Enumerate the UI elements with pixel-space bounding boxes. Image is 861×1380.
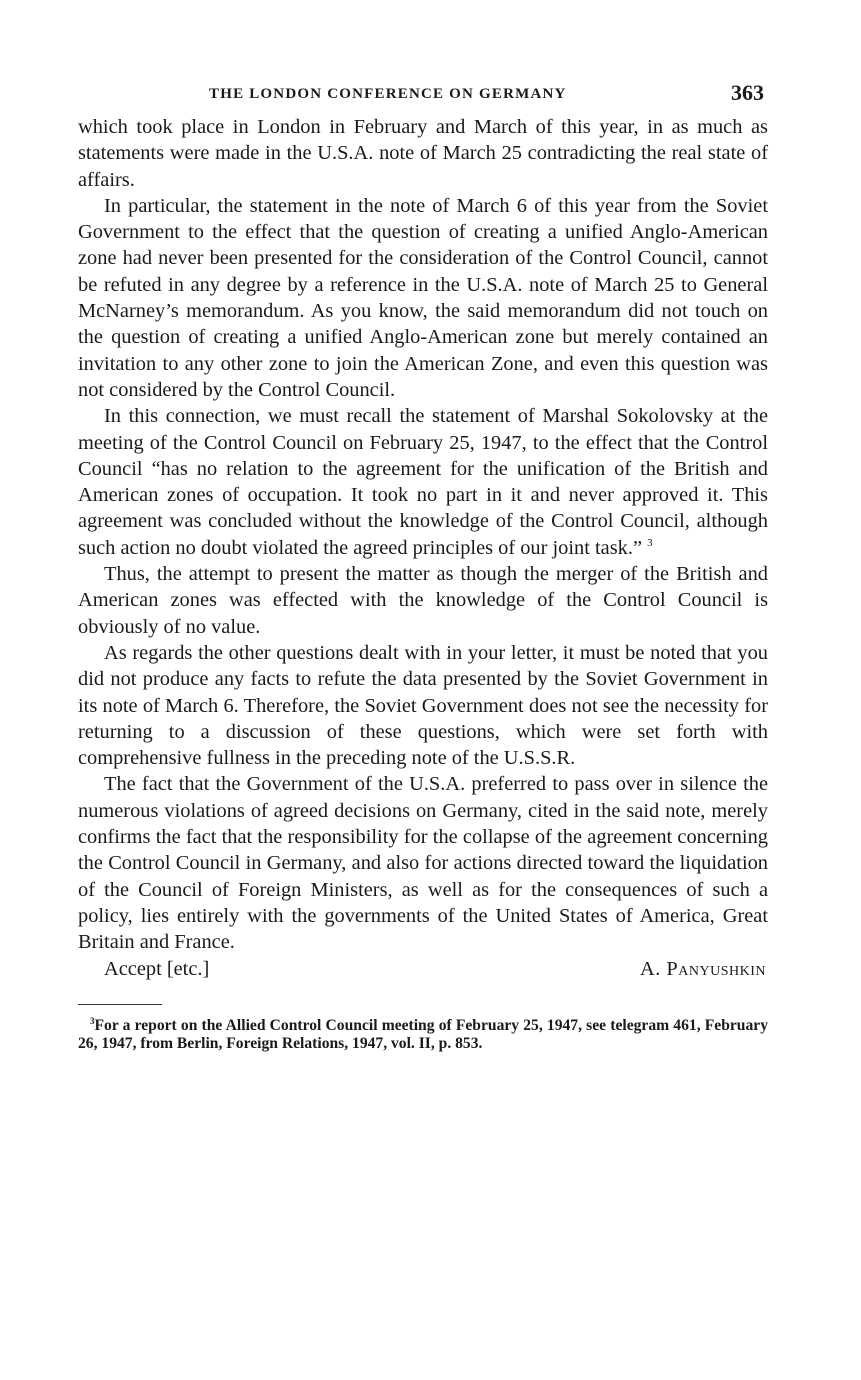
document-page bbox=[78, 78, 768, 1053]
page-number: 363 bbox=[731, 80, 764, 105]
closing-accept: Accept [etc.] bbox=[104, 957, 210, 980]
footnote-divider bbox=[78, 1004, 162, 1005]
paragraph: which took place in London in February and March of this year, in as much as statements were made in the U.S.A. note of March 25 contradicting the real state of affairs. bbox=[78, 116, 768, 191]
footnote-reference: 3 bbox=[647, 536, 653, 549]
paragraph-text: In this connection, we must recall the statement of Marshal Sokolovsky at the meeting of the Control Council on February 25, 1947, to the effect that the Control Council “has no relation to the agreement for the unification of the British and American zones of occupation. It took no part in it and never approved it. This agreement was concluded without the knowledge of the Control Council, although such action no doubt violated the agreed principles of our joint task.” bbox=[78, 405, 768, 559]
running-head: THE LONDON CONFERENCE ON GERMANY bbox=[209, 86, 567, 102]
signature: A. Panyushkin bbox=[640, 957, 766, 980]
closing bbox=[78, 956, 768, 982]
page-header bbox=[78, 78, 768, 114]
footnote-marker: 3 bbox=[90, 1015, 95, 1026]
body-text bbox=[78, 114, 768, 956]
footnote-text: For a report on the Allied Control Council meeting of February 25, 1947, see telegram 461, February 26, 1947, from Berlin, Foreign Relations, 1947, vol. II, p. 853. bbox=[78, 1016, 768, 1052]
paragraph: In particular, the statement in the note of March 6 of this year from the Soviet Government to the effect that the question of creating a unified Anglo-American zone had never been presented for the consideration of the Control Council, cannot be refuted in any degree by a reference in the U.S.A. note of March 25 to General McNarney’s memorandum. As you know, the said memorandum did not touch on the question of creating a unified Anglo-American zone but merely contained an invitation to any other zone to join the American Zone, and even this question was not considered by the Control Council. bbox=[78, 194, 768, 401]
footnote bbox=[78, 1017, 768, 1053]
paragraph bbox=[78, 403, 768, 561]
paragraph: Thus, the attempt to present the matter as though the merger of the British and American zones was effected with the knowledge of the Control Council is obviously of no value. bbox=[78, 563, 768, 638]
paragraph: The fact that the Government of the U.S.A. preferred to pass over in silence the numerous violations of agreed decisions on Germany, cited in the said note, merely confirms the fact that the responsibility for the collapse of the agreement concerning the Control Council in Germany, and also for actions directed toward the liquidation of the Council of Foreign Ministers, as well as for the consequences of such a policy, lies entirely with the governments of the United States of America, Great Britain and France. bbox=[78, 773, 768, 954]
paragraph: As regards the other questions dealt with in your letter, it must be noted that you did not produce any facts to refute the data presented by the Soviet Government in its note of March 6. Therefore, the Soviet Government does not see the necessity for returning to a discussion of these questions, which were set forth with comprehensive fullness in the preceding note of the U.S.S.R. bbox=[78, 641, 768, 770]
